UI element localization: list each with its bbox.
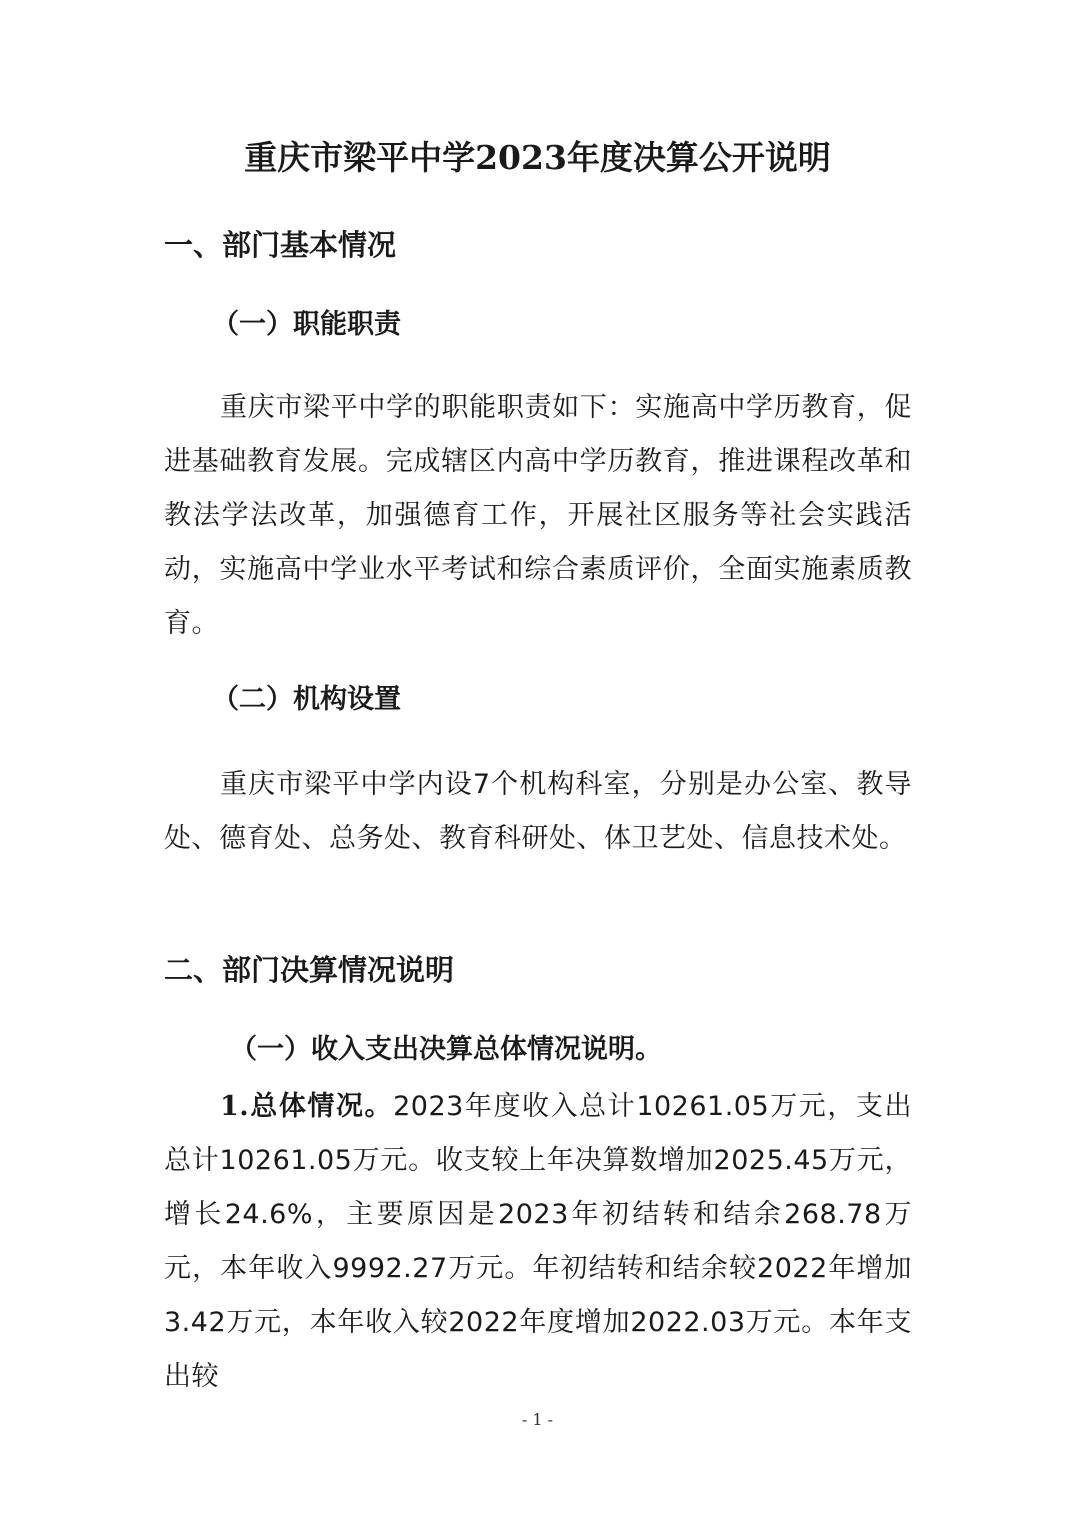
section-heading-basic-info: 一、部门基本情况 <box>164 228 397 262</box>
subsection-heading-organization: （二）机构设置 <box>212 684 401 715</box>
organization-paragraph: 重庆市梁平中学内设7个机构科室，分别是办公室、教导处、德育处、总务处、教育科研处、体卫艺处、信息技术处。 <box>164 769 912 854</box>
overall-text: 2023年度收入总计10261.05万元，支出总计10261.05万元。收支较上年决算数增加2025.45万元，增长24.6%，主要原因是2023年初结转和结余268.78万元，本年收入9992.27万元。年初结转和结余较2022年增加3.42万元，本年收入较2022年度增加2022.03万元。本年支出较 <box>164 1091 912 1392</box>
subsection-heading-functions: （一）职能职责 <box>212 309 401 340</box>
subsection-heading-income-expenditure: （一）收入支出决算总体情况说明。 <box>230 1034 662 1065</box>
page-number: - 1 - <box>521 1410 554 1429</box>
section-heading-final-accounts: 二、部门决算情况说明 <box>164 953 455 987</box>
document-title: 重庆市梁平中学2023年度决算公开说明 <box>244 138 831 177</box>
overall-paragraph <box>164 1080 912 1404</box>
functions-paragraph: 重庆市梁平中学的职能职责如下：实施高中学历教育，促进基础教育发展。完成辖区内高中学历教育，推进课程改革和教法学法改革，加强德育工作，开展社区服务等社会实践活动，实施高中学业水平考试和综合素质评价，全面实施素质教育。 <box>164 392 912 639</box>
overall-lead: 1.总体情况。 <box>220 1091 394 1122</box>
